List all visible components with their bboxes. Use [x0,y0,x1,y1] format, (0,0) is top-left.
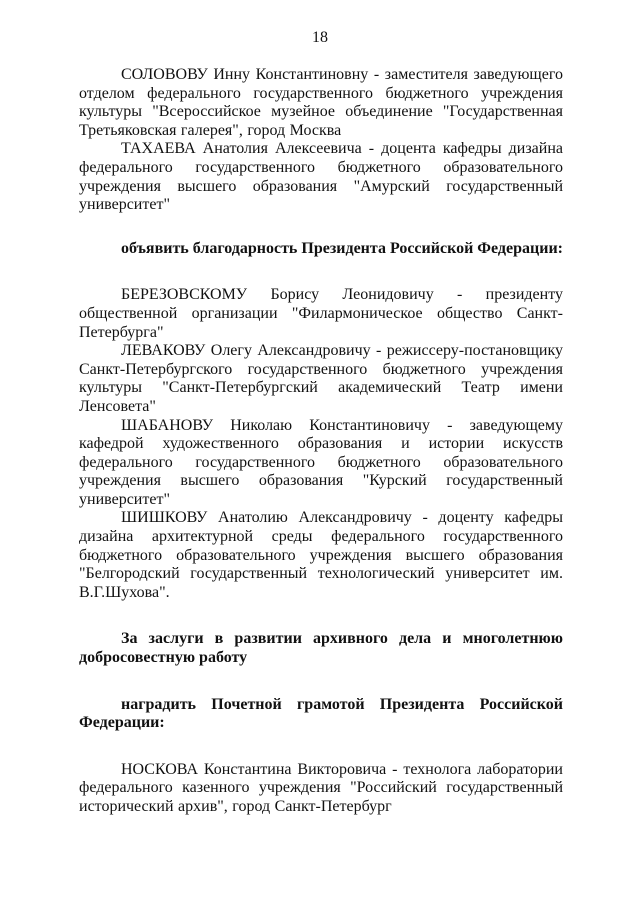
heading-merit: За заслуги в развитии архивного дела и многолетнюю добросовестную работу [79,630,563,667]
entry-berezovsky: БЕРЕЗОВСКОМУ Борису Леонидовичу - президенту общественной организации "Филармоническое общество Санкт-Петербурга" [79,286,563,341]
document-body [79,66,563,817]
entry-takhaev: ТАХАЕВА Анатолия Алексеевича - доцента кафедры дизайна федерального государственного бюджетного образовательного учреждения высшего образования "Амурский государственный университет" [79,140,563,214]
entry-noskov: НОСКОВА Константина Викторовича - технолога лаборатории федерального казенного учреждения "Российский государственный исторический архив", город Санкт-Петербург [79,760,563,815]
entry-shishkov: ШИШКОВУ Анатолию Александровичу - доценту кафедры дизайна архитектурной среды федерального государственного бюджетного образовательного учреждения высшего образования "Белгородский государственный технологический университет им. В.Г.Шухова". [79,509,563,601]
heading-gratitude: объявить благодарность Президента Российской Федерации: [121,239,563,257]
heading-award: наградить Почетной грамотой Президента Российской Федерации: [79,695,563,732]
entry-solovova: СОЛОВОВУ Инну Константиновну - заместителя заведующего отделом федерального государственного бюджетного учреждения культуры "Всероссийское музейное объединение "Государственная Третьяковская галерея", город Москва [79,66,563,139]
entry-shabanov: ШАБАНОВУ Николаю Константиновичу - заведующему кафедрой художественного образования и истории искусств федерального государственного бюджетного образовательного учреждения высшего образования "Курский государственный университет" [79,416,563,508]
entry-levakov: ЛЕВАКОВУ Олегу Александровичу - режиссеру-постановщику Санкт-Петербургского государственного бюджетного учреждения культуры "Санкт-Петербургский академический Театр имени Ленсовета" [79,342,563,415]
page-number: 18 [312,29,328,46]
